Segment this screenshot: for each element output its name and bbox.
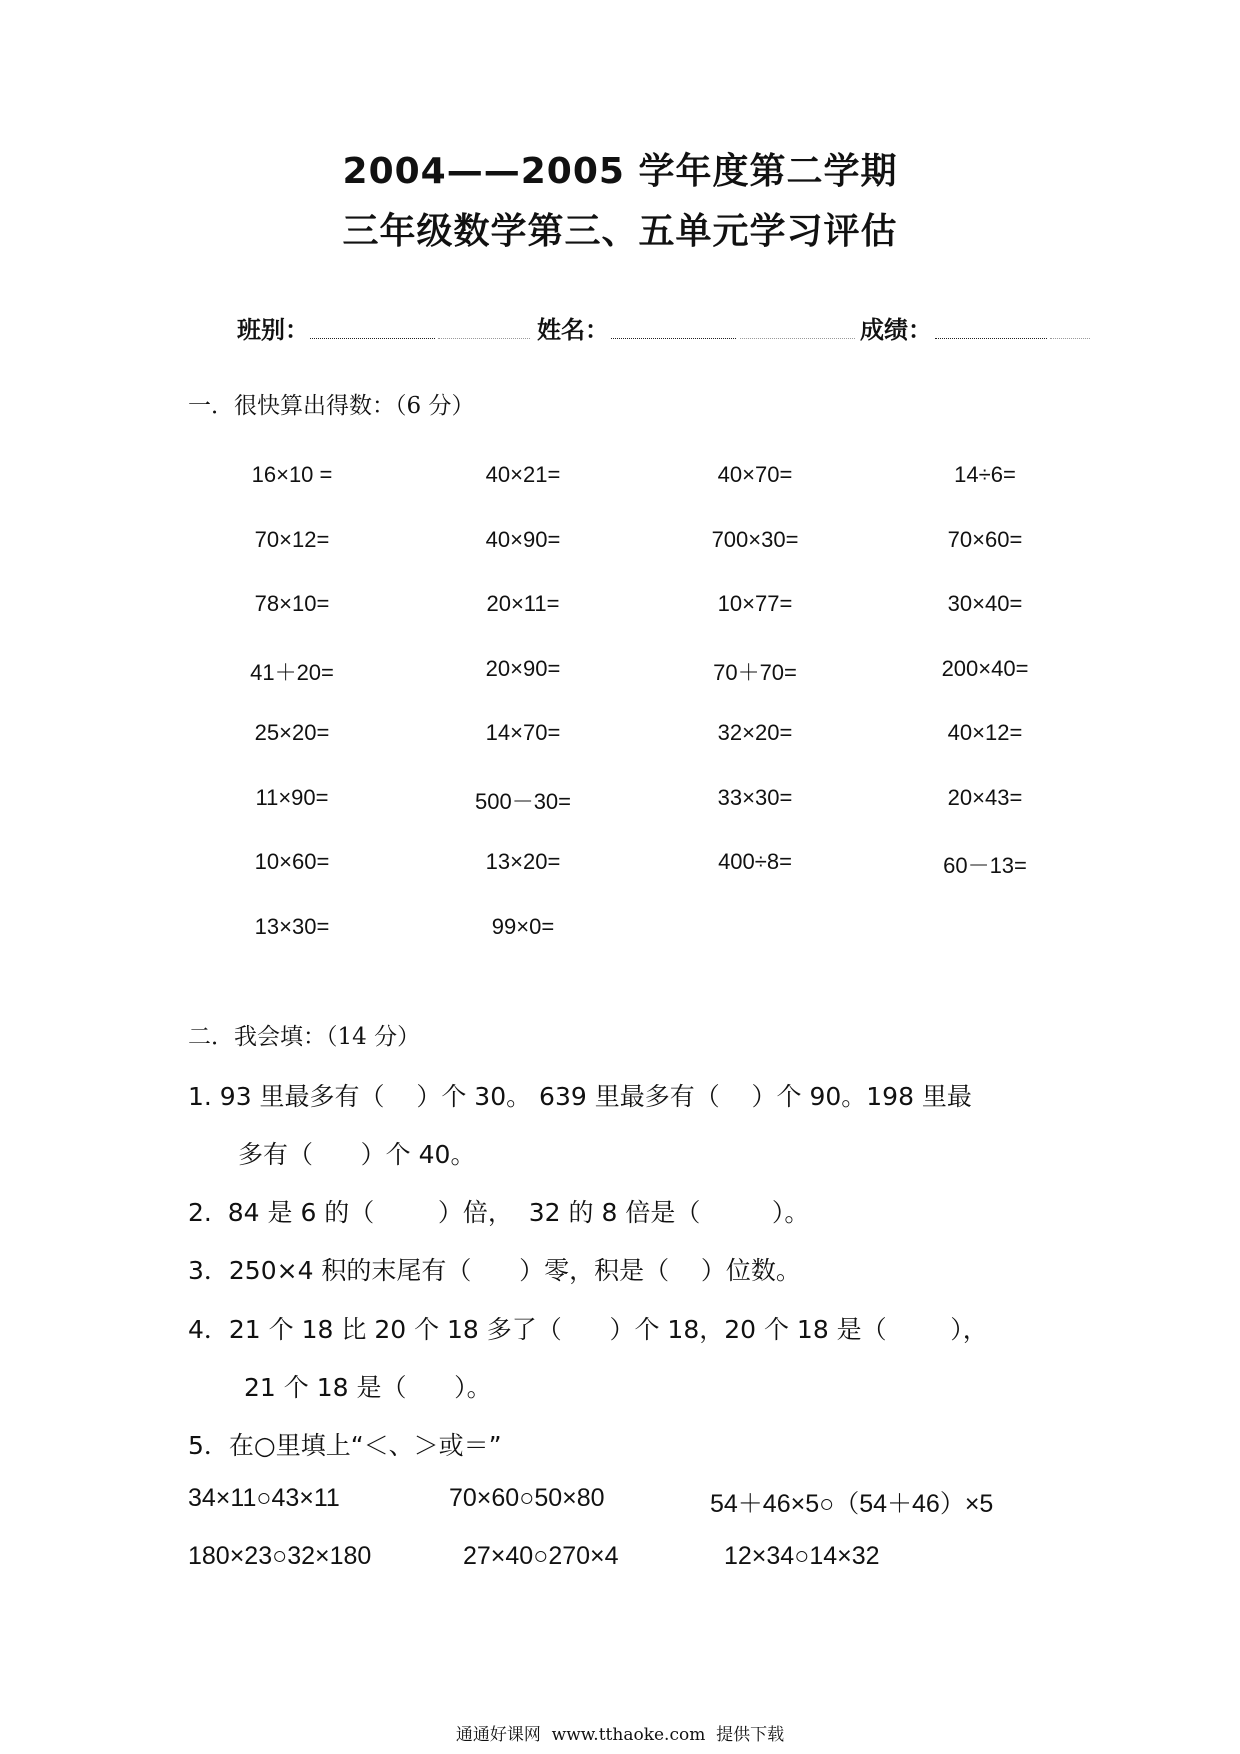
question-1-line1: 1. 93 里最多有（ ）个 30。 639 里最多有（ ）个 90。198 里最	[188, 1082, 972, 1111]
calc-item: 41＋20=	[250, 659, 334, 685]
calc-item: 13×30=	[254, 913, 330, 939]
question-4-line2: 21 个 18 是（ ）。	[244, 1373, 492, 1402]
page-title: 2004——2005 学年度第二学期	[342, 151, 898, 192]
calc-item: 20×11=	[486, 591, 560, 616]
class-field-dots	[438, 338, 530, 339]
question-1-line2: 多有（ ）个 40。	[238, 1140, 476, 1169]
calc-item: 78×10=	[254, 591, 330, 616]
calc-item: 40×90=	[485, 526, 561, 552]
question-5: 5．在○里填上“＜、＞或＝”	[188, 1431, 502, 1460]
calc-item: 60－13=	[943, 853, 1027, 878]
calc-item: 70×12=	[254, 526, 330, 552]
calc-item: 40×70=	[717, 462, 793, 487]
calc-item: 500－30=	[474, 788, 572, 814]
calc-item: 14×70=	[485, 720, 561, 745]
footer-credit: 通通好课网 www.tthaoke.com 提供下载	[455, 1725, 785, 1745]
calc-item: 33×30=	[717, 784, 793, 810]
score-label: 成绩：	[860, 316, 932, 344]
name-field[interactable]	[611, 338, 736, 339]
calc-item: 40×21=	[485, 462, 561, 487]
class-field[interactable]	[310, 338, 435, 339]
compare-item: 180×23○32×180	[188, 1542, 372, 1570]
compare-item: 27×40○270×4	[463, 1542, 619, 1570]
question-4-line1: 4．21 个 18 比 20 个 18 多了（ ）个 18，20 个 18 是（ ），	[188, 1315, 988, 1344]
name-label: 姓名：	[537, 316, 609, 344]
calc-item: 20×90=	[485, 655, 561, 681]
calc-item: 16×10 =	[251, 462, 333, 487]
calc-item: 70＋70=	[713, 659, 797, 685]
compare-item: 70×60○50×80	[449, 1484, 605, 1512]
calc-item: 10×60=	[254, 849, 330, 874]
calc-item: 30×40=	[947, 591, 1023, 616]
compare-item: 12×34○14×32	[724, 1542, 880, 1570]
calc-item: 400÷8=	[718, 849, 792, 874]
score-field-dots	[1050, 338, 1090, 339]
calc-item: 20×43=	[947, 784, 1023, 810]
calc-item: 11×90=	[255, 784, 329, 810]
score-field[interactable]	[935, 338, 1047, 339]
class-label: 班别：	[237, 316, 309, 344]
calc-item: 700×30=	[711, 526, 799, 552]
calc-item: 99×0=	[491, 913, 555, 939]
calc-item: 14÷6=	[954, 462, 1016, 487]
calc-item: 70×60=	[947, 526, 1023, 552]
compare-item: 34×11○43×11	[188, 1484, 340, 1512]
calc-item: 40×12=	[947, 720, 1023, 745]
page-subtitle: 三年级数学第三、五单元学习评估	[342, 211, 898, 252]
section1-heading: 一．很快算出得数：（6 分）	[188, 393, 475, 419]
name-field-dots	[740, 338, 855, 339]
compare-item: 54＋46×5○（54＋46）×5	[710, 1490, 994, 1518]
calc-item: 32×20=	[717, 720, 793, 745]
section2-heading: 二．我会填：（14 分）	[188, 1024, 421, 1050]
calc-item: 200×40=	[941, 655, 1029, 681]
calc-item: 13×20=	[485, 849, 561, 874]
calc-item: 25×20=	[254, 720, 330, 745]
question-2: 2. 84 是 6 的（ ）倍， 32 的 8 倍是（ ）。	[188, 1198, 810, 1227]
calc-item: 10×77=	[717, 591, 793, 616]
question-3: 3．250×4 积的末尾有（ ）零，积是（ ）位数。	[188, 1256, 801, 1285]
